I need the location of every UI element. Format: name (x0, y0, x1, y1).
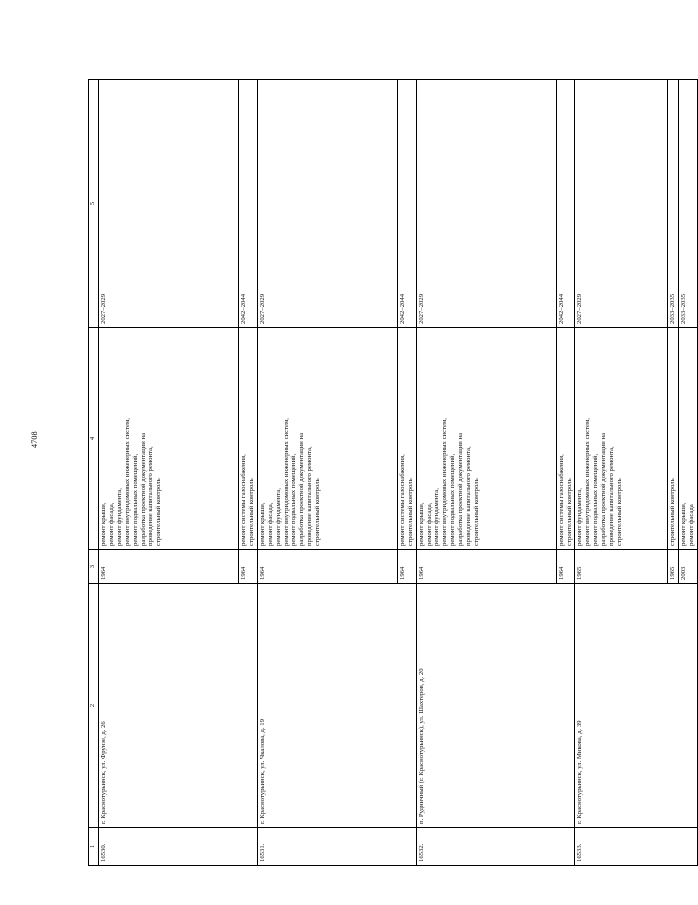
repair-work-item: разработка проектной документации на (457, 432, 465, 546)
page-number: 4708 (30, 431, 39, 448)
planned-period: 2033–2035 (668, 80, 679, 328)
planned-period: 2027–2029 (257, 80, 397, 328)
repair-works (556, 328, 575, 550)
row-number: 16533. (575, 828, 698, 866)
repair-work-item: разработка проектной документации на (139, 432, 147, 546)
repair-work-item: ремонт крыши, (680, 502, 688, 546)
commissioning-year: 2003 (679, 550, 698, 584)
commissioning-year: 1965 (575, 550, 668, 584)
repair-works (679, 328, 698, 550)
repair-work-item: ремонт фундамента, (576, 488, 584, 546)
planned-period: 2042–2044 (397, 80, 416, 328)
repair-work-item: разработка проектной документации на (600, 432, 608, 546)
column-header: 5 (89, 80, 99, 328)
repair-work-item: строительный контроль (472, 478, 480, 546)
row-number: 16532. (416, 828, 575, 866)
column-header: 2 (89, 584, 99, 828)
repair-work-item: строительный контроль (406, 478, 414, 546)
planned-period: 2033–2035 (679, 80, 698, 328)
commissioning-year: 1964 (397, 550, 416, 584)
repair-work-item: ремонт фасада, (425, 502, 433, 546)
building-address: г. Краснотурьинск, ул. Микова, д. 39 (575, 584, 698, 828)
rotated-page (88, 80, 696, 866)
planned-period: 2027–2029 (99, 80, 239, 328)
repair-work-item: проведение капитального ремонта, (608, 446, 616, 546)
repair-work-item: ремонт системы газоснабжения, (557, 454, 565, 546)
repair-work-item: ремонт подвальных помещений, (290, 453, 298, 546)
repair-works (257, 328, 397, 550)
planned-period: 2042–2044 (239, 80, 258, 328)
row-number: 16531. (257, 828, 416, 866)
commissioning-year: 1964 (99, 550, 239, 584)
column-header: 1 (89, 828, 99, 866)
commissioning-year: 1964 (257, 550, 397, 584)
repair-work-item: строительный контроль (247, 478, 255, 546)
repair-work-item: ремонт внутридомовых инженерных систем, (584, 418, 592, 546)
repair-work-item: ремонт подвальных помещений, (592, 453, 600, 546)
repair-work-item: ремонт крыши, (258, 502, 266, 546)
repair-works (668, 328, 679, 550)
repair-work-item: проведение капитального ремонта, (147, 446, 155, 546)
repair-work-item: ремонт крыши, (100, 502, 107, 546)
repair-work-item: строительный контроль (314, 478, 322, 546)
building-address: г. Краснотурьинск, ул. Фрунзе, д. 26 (99, 584, 258, 828)
repair-work-item: ремонт фасада, (107, 502, 115, 546)
commissioning-year: 1965 (668, 550, 679, 584)
table-header (89, 80, 99, 866)
repair-works (397, 328, 416, 550)
repair-work-item: ремонт фундамента, (274, 488, 282, 546)
repair-works (239, 328, 258, 550)
repair-work-item: ремонт подвальных помещений, (449, 453, 457, 546)
table-body (99, 80, 698, 866)
table-row (575, 80, 668, 866)
planned-period: 2027–2029 (575, 80, 668, 328)
column-header: 4 (89, 328, 99, 550)
planned-period: 2042–2044 (556, 80, 575, 328)
repair-work-item: ремонт фасада (688, 504, 696, 546)
repair-work-item: строительный контроль (669, 478, 677, 546)
repair-works (416, 328, 556, 550)
repair-work-item: ремонт фундамента, (433, 488, 441, 546)
column-header: 3 (89, 550, 99, 584)
repair-works (99, 328, 239, 550)
commissioning-year: 1964 (416, 550, 556, 584)
repair-work-item: строительный контроль (615, 478, 623, 546)
commissioning-year: 1964 (556, 550, 575, 584)
repair-work-item: ремонт подвальных помещений, (131, 453, 139, 546)
building-address: г. Краснотурьинск, ул. Чкалова, д. 19 (257, 584, 416, 828)
building-address: п. Рудничный (г. Краснотурьинск), ул. Шахтеров, д. 20 (416, 584, 575, 828)
table-row (99, 80, 239, 866)
repair-work-item: строительный контроль (565, 478, 573, 546)
repair-works (575, 328, 668, 550)
repair-work-item: проведение капитального ремонта, (306, 446, 314, 546)
row-number: 16530. (99, 828, 258, 866)
repair-work-item: строительный контроль (155, 478, 163, 546)
repair-work-item: проведение капитального ремонта, (465, 446, 473, 546)
commissioning-year: 1964 (239, 550, 258, 584)
repair-work-item: ремонт внутридомовых инженерных систем, (282, 418, 290, 546)
table-row (416, 80, 556, 866)
repair-work-item: ремонт крыши, (417, 502, 425, 546)
table-row (257, 80, 397, 866)
planned-period: 2027–2029 (416, 80, 556, 328)
repair-work-item: разработка проектной документации на (298, 432, 306, 546)
repair-work-item: ремонт фундамента, (115, 488, 123, 546)
repair-work-item: ремонт внутридомовых инженерных систем, (123, 418, 131, 546)
repair-work-item: ремонт системы газоснабжения, (240, 454, 247, 546)
repair-work-item: ремонт системы газоснабжения, (398, 454, 406, 546)
repair-work-item: ремонт фасада, (266, 502, 274, 546)
repair-schedule-table (88, 79, 698, 866)
repair-work-item: ремонт внутридомовых инженерных систем, (441, 418, 449, 546)
